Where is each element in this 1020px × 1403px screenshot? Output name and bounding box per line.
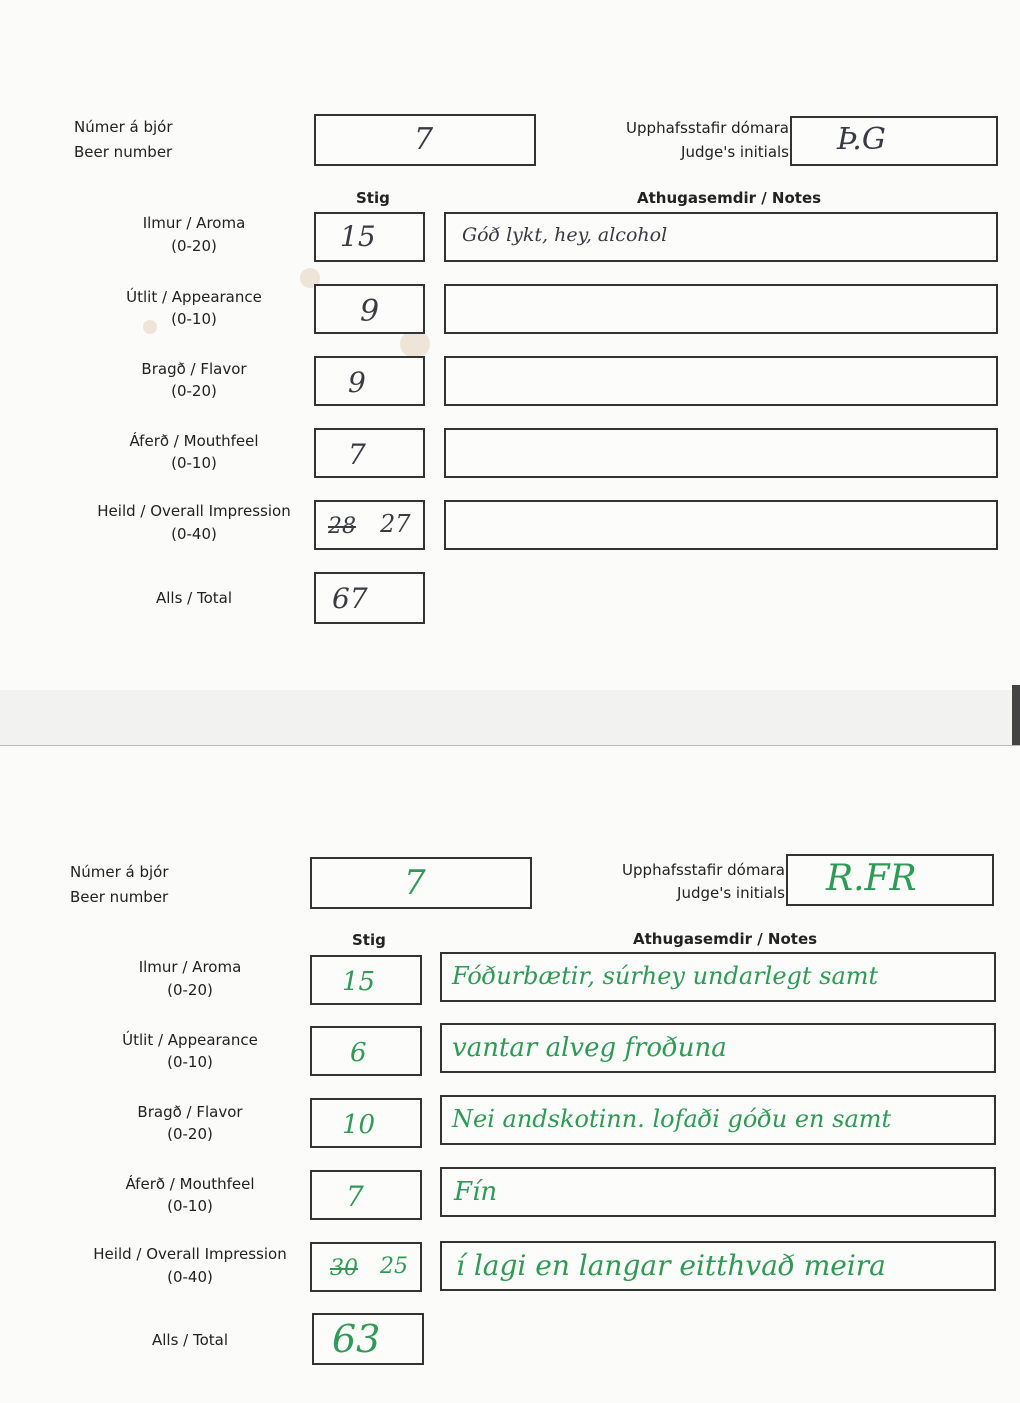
aroma-score-value: 15 (342, 967, 376, 997)
appearance-score-field[interactable] (310, 1026, 422, 1076)
score-column-header: Stig (352, 931, 386, 949)
overall-label: Heild / Overall Impression (93, 1245, 287, 1263)
beer-number-label-en: Beer number (70, 888, 169, 906)
mouthfeel-score-value: 7 (348, 438, 366, 471)
judge-initials-label-en: Judge's initials (677, 884, 785, 902)
score-sheet-2 (0, 745, 1020, 1403)
flavor-range: (0-20) (167, 1125, 213, 1143)
total-score-field[interactable] (312, 1313, 424, 1365)
flavor-range: (0-20) (171, 382, 217, 400)
beer-number-label-en: Beer number (74, 143, 173, 161)
aroma-notes-field[interactable] (440, 952, 996, 1002)
flavor-score-value: 9 (348, 366, 366, 399)
appearance-notes-field[interactable] (440, 1023, 996, 1073)
total-score-value: 67 (332, 582, 368, 615)
flavor-label: Bragð / Flavor (137, 1103, 243, 1121)
aroma-score-field[interactable] (314, 212, 425, 262)
appearance-label: Útlit / Appearance (122, 1031, 258, 1049)
flavor-notes-field[interactable] (444, 356, 998, 406)
flavor-score-field[interactable] (314, 356, 425, 406)
beer-number-value: 7 (414, 122, 434, 157)
appearance-range: (0-10) (167, 1053, 213, 1071)
overall-range: (0-40) (171, 525, 217, 543)
overall-notes-field[interactable] (444, 500, 998, 550)
overall-score-value: 27 (380, 510, 411, 538)
score-sheet-1 (0, 0, 1020, 690)
beer-number-value: 7 (404, 863, 426, 903)
total-score-value: 63 (332, 1317, 381, 1361)
mouthfeel-score-value: 7 (346, 1180, 364, 1213)
stain (400, 330, 430, 358)
flavor-score-value: 10 (342, 1110, 376, 1140)
appearance-label: Útlit / Appearance (126, 288, 262, 306)
beer-number-field[interactable] (314, 114, 536, 166)
mouthfeel-range: (0-10) (167, 1197, 213, 1215)
notes-column-header: Athugasemdir / Notes (637, 189, 822, 207)
overall-notes-value: í lagi en langar eitthvað meira (456, 1249, 886, 1282)
overall-score-field[interactable] (310, 1242, 422, 1292)
total-score-field[interactable] (314, 572, 425, 624)
mouthfeel-label: Áferð / Mouthfeel (129, 432, 259, 450)
appearance-range: (0-10) (171, 310, 217, 328)
aroma-range: (0-20) (167, 981, 213, 999)
mouthfeel-notes-value: Fín (454, 1177, 498, 1207)
mouthfeel-notes-field[interactable] (440, 1167, 996, 1217)
aroma-score-field[interactable] (310, 955, 422, 1005)
appearance-score-value: 9 (360, 294, 380, 329)
appearance-score-value: 6 (350, 1038, 367, 1068)
overall-range: (0-40) (167, 1268, 213, 1286)
overall-score-struck: 30 (330, 1256, 358, 1281)
page-edge (1012, 685, 1020, 745)
score-column-header: Stig (356, 189, 390, 207)
total-label: Alls / Total (151, 1331, 229, 1349)
appearance-notes-field[interactable] (444, 284, 998, 334)
judge-initials-label-is: Upphafsstafir dómara (626, 119, 789, 137)
aroma-notes-value: Góð lykt, hey, alcohol (462, 224, 668, 246)
mouthfeel-score-field[interactable] (314, 428, 425, 478)
beer-number-label-is: Númer á bjór (70, 863, 169, 881)
mouthfeel-score-field[interactable] (310, 1170, 422, 1220)
notes-column-header: Athugasemdir / Notes (633, 930, 818, 948)
page-gap (0, 690, 1020, 745)
flavor-label: Bragð / Flavor (141, 360, 247, 378)
flavor-notes-value: Nei andskotinn. lofaði góðu en samt (452, 1105, 892, 1133)
aroma-range: (0-20) (171, 237, 217, 255)
judge-initials-label-en: Judge's initials (681, 143, 789, 161)
judge-initials-value: R.FR (826, 858, 917, 899)
aroma-notes-field[interactable] (444, 212, 998, 262)
overall-score-struck: 28 (328, 514, 356, 539)
flavor-score-field[interactable] (310, 1098, 422, 1148)
overall-notes-field[interactable] (440, 1241, 996, 1291)
judge-initials-field[interactable] (786, 854, 994, 906)
flavor-notes-field[interactable] (440, 1095, 996, 1145)
beer-number-label-is: Númer á bjór (74, 118, 173, 136)
overall-label: Heild / Overall Impression (97, 502, 291, 520)
judge-initials-field[interactable] (790, 116, 998, 166)
aroma-notes-value: Fóðurbætir, súrhey undarlegt samt (452, 962, 879, 990)
total-label: Alls / Total (155, 589, 233, 607)
aroma-score-value: 15 (340, 220, 376, 253)
judge-initials-value: Þ.G (837, 122, 886, 157)
mouthfeel-range: (0-10) (171, 454, 217, 472)
beer-number-field[interactable] (310, 857, 532, 909)
appearance-notes-value: vantar alveg froðuna (452, 1033, 727, 1063)
overall-score-value: 25 (380, 1254, 408, 1279)
mouthfeel-label: Áferð / Mouthfeel (125, 1175, 255, 1193)
overall-score-field[interactable] (314, 500, 425, 550)
mouthfeel-notes-field[interactable] (444, 428, 998, 478)
aroma-label: Ilmur / Aroma (138, 958, 242, 976)
judge-initials-label-is: Upphafsstafir dómara (622, 861, 785, 879)
appearance-score-field[interactable] (314, 284, 425, 334)
aroma-label: Ilmur / Aroma (142, 214, 246, 232)
